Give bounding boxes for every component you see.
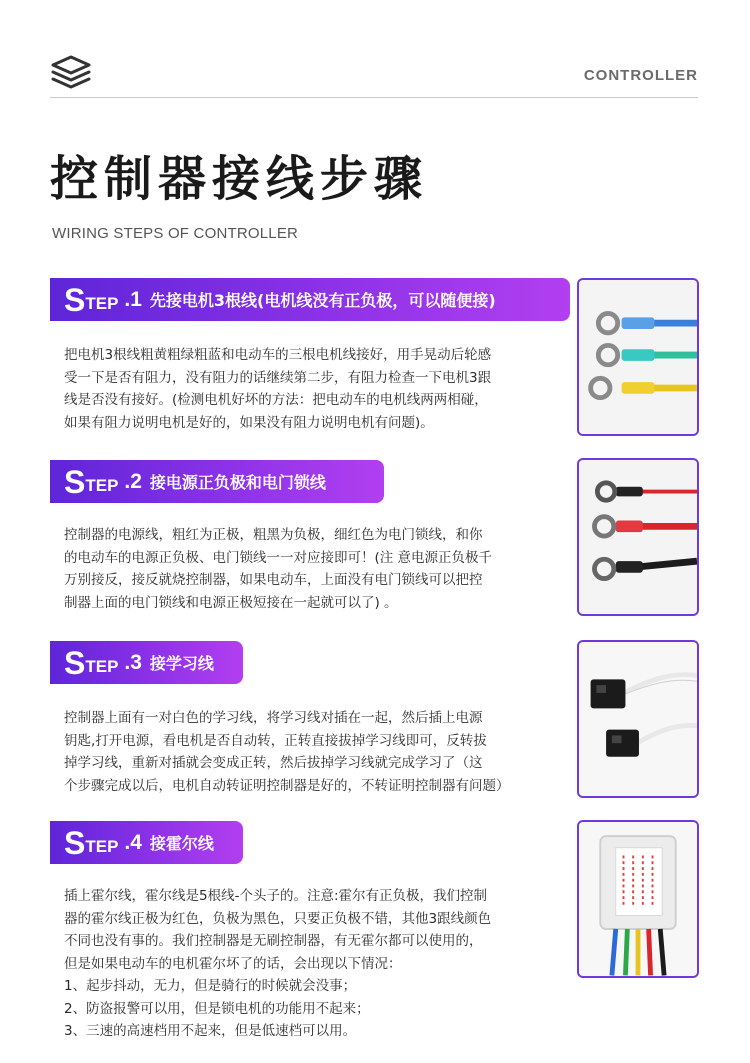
step-1-line: 如果有阻力说明电机是好的，如果没有阻力说明电机有问题)。 [64,414,434,431]
step-4-line: 插上霍尔线，霍尔线是5根线-个头子的。注意:霍尔有正负极，我们控制 [64,888,488,904]
step-2-title: 接电源正负极和电门锁线 [149,473,326,492]
step-1-s: S [64,281,86,318]
step-4-line: 2、防盗报警可以用，但是锁电机的功能用不起来； [64,1000,370,1017]
step-2-line: 制器上面的电门锁线和电源正极短接在一起就可以了) 。 [64,594,398,611]
step-1-line: 受一下是否有阻力，没有阻力的话继续第二步，有阻力检查一下电机3跟 [64,369,492,386]
step-4-tep: TEP [85,836,119,856]
step-3-line: 钥匙,打开电源，看电机是否自动转，正转直接拔掉学习线即可，反转拔 [64,732,487,749]
step-1-description [64,344,574,434]
page-subtitle: WIRING STEPS OF CONTROLLER [52,225,299,242]
step-2-line: 万别接反，接反就烧控制器，如果电动车，上面没有电门锁线可以把控 [64,572,483,588]
learning-wire-photo [577,640,699,798]
step-3-line: 掉学习线，重新对插就会变成正转，然后拔掉学习线就完成学习了（这 [64,755,483,771]
step-1-banner [50,278,570,321]
page-title: 控制器接线步骤 [50,151,429,207]
step-3-number: .3 [124,650,142,674]
step-1-number: .1 [124,287,142,311]
step-4-line: 1、起步抖动，无力，但是骑行的时候就会没事； [64,978,357,994]
step-4-s: S [64,824,86,861]
step-4-title: 接霍尔线 [149,834,214,853]
step-2-line: 的电动车的电源正负极、电门锁线一一对应接即可！(注 意电源正负极千 [64,549,493,566]
step-3-line: 控制器上面有一对白色的学习线，将学习线对插在一起，然后插上电源 [64,710,483,726]
step-3-banner [50,641,243,684]
step-3-tep: TEP [85,656,119,676]
step-3-line: 个步骤完成以后，电机自动转证明控制器是好的，不转证明控制器有问题） [64,777,510,794]
motor-wires-photo [577,278,699,436]
header-divider [50,97,698,98]
step-1-tep: TEP [85,293,119,313]
layers-icon [50,54,92,92]
step-2-s: S [64,463,86,500]
power-wires-photo [577,458,699,616]
step-4-description [64,885,574,1043]
step-4-line: 但是如果电动车的电机霍尔坏了的话，会出现以下情况： [64,955,402,972]
brand-label: CONTROLLER [583,67,698,84]
step-2-line: 控制器的电源线，粗红为正极，粗黑为负极，细红色为电门锁线，和你 [64,527,483,543]
step-2-description [64,524,574,614]
step-4-line: 3、三速的高速档用不起来，但是低速档可以用。 [64,1023,357,1039]
step-3-description [64,707,574,797]
step-1-line: 把电机3根线粗黄粗绿粗蓝和电动车的三根电机线接好，用手晃动后轮感 [64,347,492,363]
step-2-banner [50,460,384,503]
step-4-banner [50,821,243,864]
step-4-number: .4 [124,830,142,854]
step-1-title: 先接电机3根线(电机线没有正负极，可以随便接) [149,291,496,310]
step-3-s: S [64,644,86,681]
step-1-line: 线是否没有接好。(检测电机好坏的方法：把电动车的电机线两两相碰， [64,392,488,408]
step-4-line: 不同也没有事的。我们控制器是无刷控制器，有无霍尔都可以使用的， [64,933,483,949]
step-4-line: 器的霍尔线正极为红色，负极为黑色，只要正负极不错，其他3跟线颜色 [64,910,492,927]
step-2-tep: TEP [85,475,119,495]
step-3-title: 接学习线 [149,654,214,673]
hall-connector-photo [577,820,699,978]
step-2-number: .2 [124,469,142,493]
